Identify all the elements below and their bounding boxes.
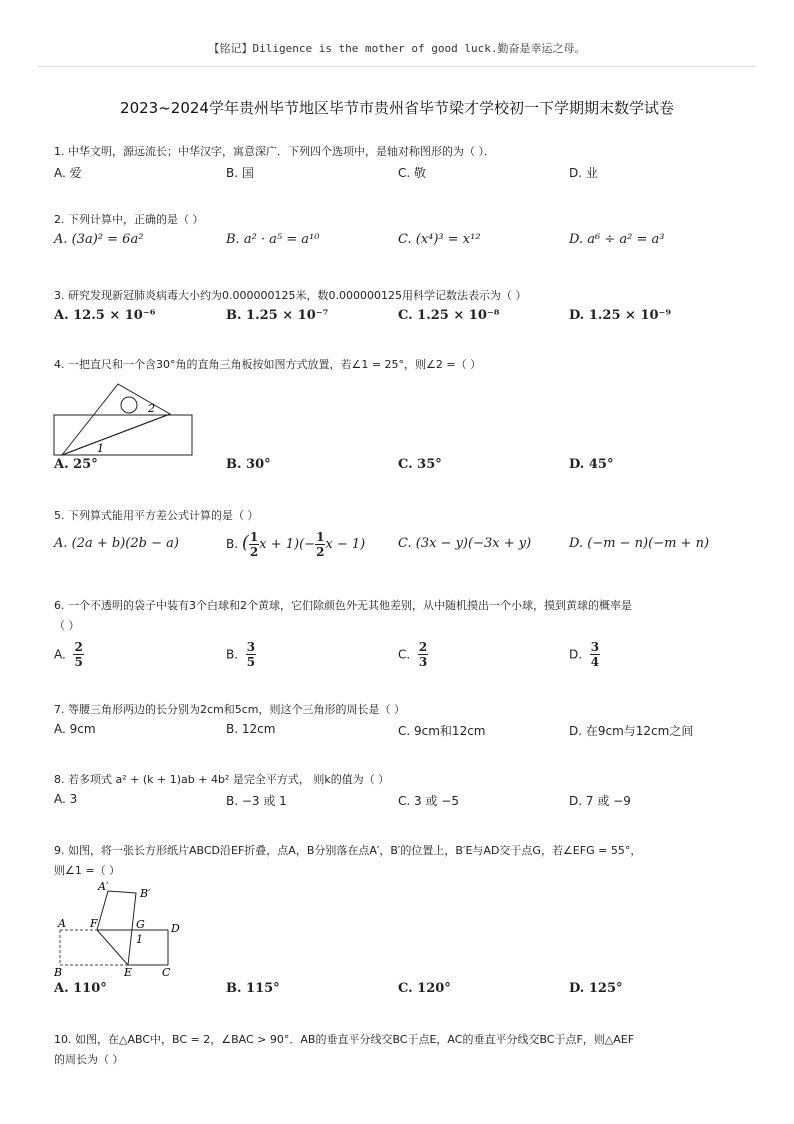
question-stem-continued: 则∠1 =（ ） (54, 864, 121, 877)
point-c-label: C (162, 966, 171, 979)
fraction-denominator: 3 (418, 655, 428, 669)
ruler-shape (54, 415, 192, 455)
figure-svg (52, 381, 197, 457)
question-stem: 7. 等腰三角形两边的长分别为2cm和5cm，则这个三角形的周长是（ ） (54, 703, 406, 716)
point-a-prime-label: A′ (98, 881, 109, 893)
option-b-middle: x + 1)(− (259, 537, 316, 552)
option-d[interactable] (569, 640, 600, 669)
option-b[interactable] (226, 530, 365, 559)
option-a[interactable] (54, 640, 84, 669)
fraction-denominator: 5 (74, 655, 83, 669)
option-d[interactable]: D. a⁶ ÷ a² = a³ (569, 232, 665, 247)
question-stem: 2. 下列计算中，正确的是（ ） (54, 213, 204, 226)
option-fraction (590, 640, 600, 669)
point-g-label: G (136, 918, 145, 931)
option-d[interactable]: D. 7 或 −9 (569, 794, 631, 808)
option-c[interactable] (398, 640, 428, 669)
option-b[interactable]: B. −3 或 1 (226, 794, 287, 808)
fraction-numerator: 1 (249, 530, 259, 544)
fraction-numerator: 2 (418, 640, 428, 654)
option-letter: A. (54, 647, 66, 662)
option-c[interactable]: C. 1.25 × 10⁻⁸ (398, 308, 500, 323)
question-stem: 5. 下列算式能用平方差公式计算的是（ ） (54, 509, 259, 522)
option-c[interactable]: C. 120° (398, 981, 451, 996)
option-a[interactable]: A. (2a + b)(2b − a) (54, 536, 179, 551)
options (54, 308, 744, 328)
figure-svg (52, 881, 187, 979)
question-3 (54, 288, 744, 328)
options (54, 457, 744, 477)
option-d[interactable]: D. 在9cm与12cm之间 (569, 724, 694, 738)
point-e-label: E (124, 966, 133, 979)
options (54, 792, 744, 812)
option-c[interactable]: C. 9cm和12cm (398, 724, 486, 738)
option-b[interactable] (226, 640, 256, 669)
fraction-numerator: 1 (316, 530, 325, 544)
option-fraction (73, 640, 83, 669)
option-a[interactable]: A. 爱 (54, 166, 82, 180)
options (54, 981, 744, 1001)
option-a[interactable]: A. 25° (54, 457, 98, 472)
option-a[interactable]: A. (3a)² = 6a² (54, 232, 144, 247)
fraction-numerator: 3 (246, 640, 256, 654)
question-7 (54, 702, 744, 742)
option-d[interactable]: D. 45° (569, 457, 614, 472)
point-f-label: F (90, 917, 98, 930)
option-b[interactable]: B. 1.25 × 10⁻⁷ (226, 308, 329, 323)
fraction-denominator: 4 (590, 655, 600, 669)
question-stem-continued: 的周长为（ ） (54, 1053, 124, 1066)
question-stem: 10. 如图，在△ABC中，BC = 2，∠BAC > 90°．AB的垂直平分线交BC于点E，AC的垂直平分线交BC于点F，则△AEF (54, 1033, 635, 1046)
option-b-open-paren: ( (241, 532, 249, 553)
option-b[interactable]: B. 12cm (226, 722, 276, 736)
option-c[interactable]: C. 35° (398, 457, 442, 472)
motto: 【铭记】Diligence is the mother of good luck.勤奋是幸运之母。 (208, 42, 586, 55)
question-stem-continued: （ ） (54, 619, 80, 632)
question-5 (54, 508, 744, 564)
options (54, 164, 744, 184)
point-d-label: D (171, 922, 180, 935)
point-b-prime-label: B′ (140, 887, 151, 900)
question-9-options (54, 981, 744, 1001)
question-stem: 1. 中华文明，源远流长；中华汉字，寓意深广．下列四个选项中，是轴对称图形的为（ ）． (54, 145, 495, 158)
question-stem: 8. 若多项式 a² + (k + 1)ab + 4b² 是完全平方式， 则k的值为（ ） (54, 773, 390, 786)
ruler-triangle-figure (52, 381, 197, 457)
option-a[interactable]: A. 9cm (54, 722, 96, 736)
folded-rectangle-figure (52, 881, 187, 979)
question-6 (54, 598, 744, 676)
question-1 (54, 144, 744, 184)
option-a[interactable]: A. 3 (54, 792, 78, 806)
question-9 (54, 843, 744, 879)
option-d[interactable]: D. 业 (569, 166, 598, 180)
angle-1-label: 1 (97, 442, 104, 455)
option-c[interactable]: C. (x⁴)³ = x¹² (398, 232, 481, 247)
option-c[interactable]: C. 敬 (398, 166, 427, 180)
angle-1-label: 1 (136, 933, 143, 946)
fold-line-ef (97, 930, 128, 965)
option-b-fraction-1 (249, 530, 259, 559)
fraction-numerator: 2 (74, 640, 83, 654)
option-fraction (418, 640, 428, 669)
option-b-tail: x − 1) (325, 537, 366, 552)
question-stem: 3. 研究发现新冠肺炎病毒大小约为0.000000125米，数0.000000125用科学记数法表示为（ ） (54, 289, 527, 302)
question-4 (54, 357, 744, 373)
option-b-letter: B. (226, 537, 239, 551)
option-a[interactable]: A. 110° (54, 981, 107, 996)
option-b[interactable]: B. 30° (226, 457, 271, 472)
option-b[interactable]: B. a² · a⁵ = a¹⁰ (226, 232, 320, 247)
question-10 (54, 1032, 744, 1068)
option-a[interactable]: A. 12.5 × 10⁻⁶ (54, 308, 156, 323)
question-8 (54, 772, 744, 812)
question-4-options (54, 457, 744, 477)
options (54, 640, 744, 676)
question-stem: 9. 如图，将一张长方形纸片ABCD沿EF折叠，点A，B分别落在点A′，B′的位置上，B′E与AD交于点G，若∠EFG = 55°， (54, 844, 642, 857)
set-square-shape (62, 384, 170, 455)
options (54, 232, 744, 252)
page-title: 2023~2024学年贵州毕节地区毕节市贵州省毕节梁才学校初一下学期期末数学试卷 (120, 99, 674, 117)
question-stem: 4. 一把直尺和一个含30°角的直角三角板按如图方式放置，若∠1 = 25°，则∠2 =（ ） (54, 358, 482, 371)
option-c[interactable]: C. 3 或 −5 (398, 794, 459, 808)
option-d[interactable]: D. 125° (569, 981, 623, 996)
option-b[interactable]: B. 国 (226, 166, 254, 180)
option-d[interactable]: D. (−m − n)(−m + n) (569, 536, 710, 551)
options (54, 722, 744, 742)
option-letter: B. (226, 647, 239, 662)
option-b-fraction-2 (315, 530, 325, 559)
question-2 (54, 212, 744, 252)
folded-flap (97, 891, 136, 965)
option-b[interactable]: B. 115° (226, 981, 280, 996)
set-square-hole (121, 397, 137, 413)
option-d[interactable]: D. 1.25 × 10⁻⁹ (569, 308, 672, 323)
point-a-label: A (58, 917, 66, 930)
header-divider (38, 66, 756, 67)
point-b-label: B (54, 966, 63, 979)
question-stem: 6. 一个不透明的袋子中装有3个白球和2个黄球，它们除颜色外无其他差别，从中随机摸出一个小球，摸到黄球的概率是 (54, 599, 632, 612)
fraction-denominator: 2 (316, 545, 325, 559)
option-letter: C. (398, 647, 411, 662)
fraction-numerator: 3 (590, 640, 600, 654)
angle-2-label: 2 (148, 402, 155, 415)
fraction-denominator: 2 (249, 545, 259, 559)
option-fraction (246, 640, 256, 669)
options (54, 530, 744, 564)
option-c[interactable]: C. (3x − y)(−3x + y) (398, 536, 532, 551)
fraction-denominator: 5 (246, 655, 256, 669)
option-letter: D. (569, 647, 583, 662)
